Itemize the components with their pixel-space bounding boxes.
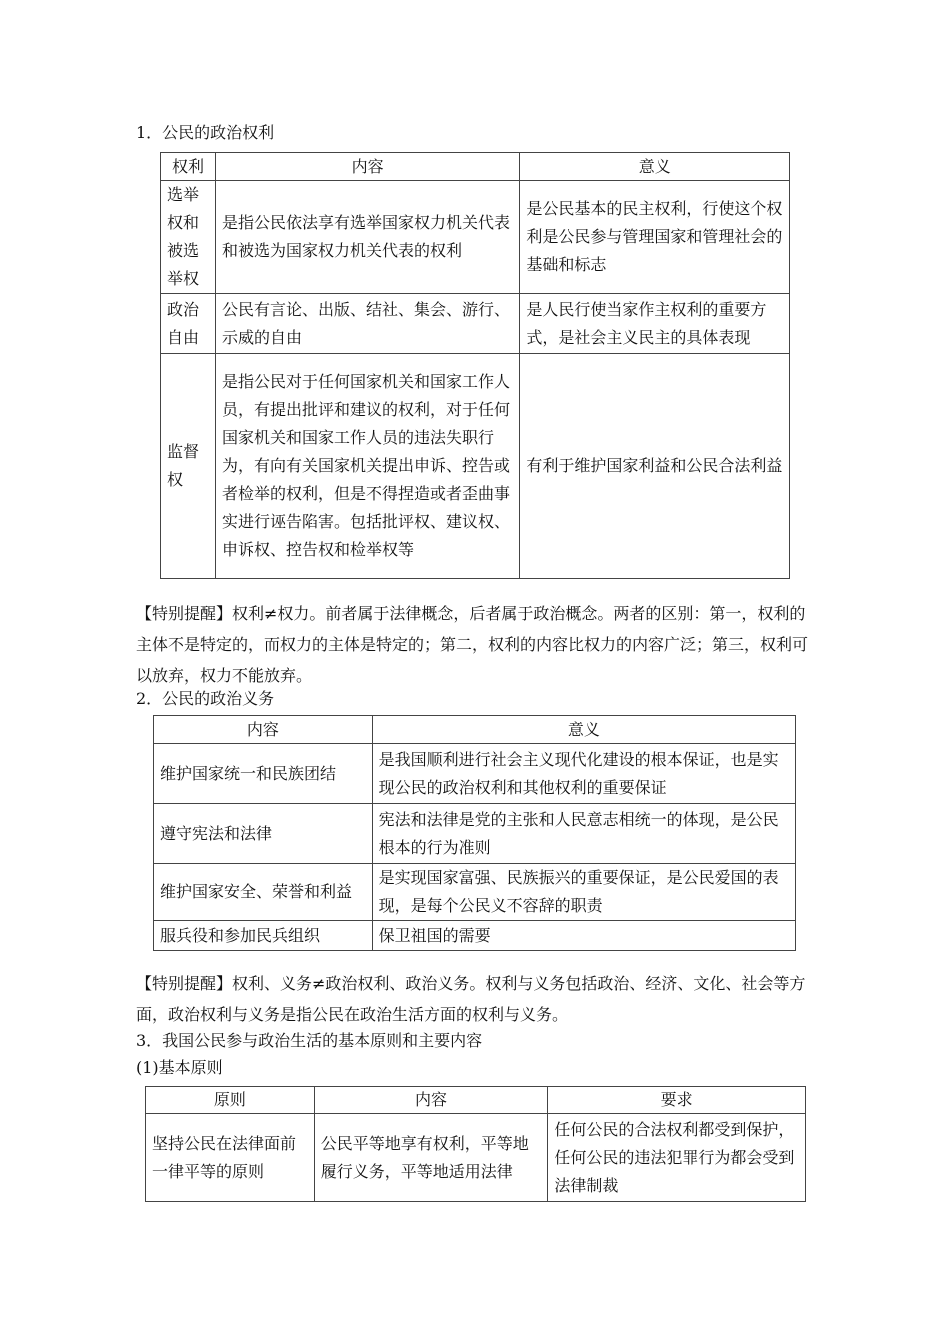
political-rights-table xyxy=(160,152,790,579)
column-header: 内容 xyxy=(215,153,519,181)
table-header-row xyxy=(154,716,796,744)
table-header-row xyxy=(146,1087,806,1114)
section3-heading: 3．我国公民参与政治生活的基本原则和主要内容 xyxy=(136,1031,483,1050)
content-cell: 公民有言论、出版、结社、集会、游行、示威的自由 xyxy=(215,294,519,354)
column-header: 要求 xyxy=(548,1087,806,1114)
table-row xyxy=(154,744,796,804)
table-row xyxy=(146,1114,806,1202)
table-row xyxy=(154,804,796,864)
content-cell: 服兵役和参加民兵组织 xyxy=(154,921,373,951)
meaning-cell: 是我国顺利进行社会主义现代化建设的根本保证，也是实现公民的政治权利和其他权利的重要保证 xyxy=(372,744,795,804)
meaning-cell: 是人民行使当家作主权利的重要方式，是社会主义民主的具体表现 xyxy=(520,294,790,354)
special-reminder-1: 【特别提醒】权利≠权力。前者属于法律概念，后者属于政治概念。两者的区别：第一，权利的主体不是特定的，而权力的主体是特定的；第二，权利的内容比权力的内容广泛；第三，权利可以放弃，权力不能放弃。 xyxy=(136,604,809,685)
column-header: 内容 xyxy=(314,1087,548,1114)
section2-heading: 2．公民的政治义务 xyxy=(136,689,275,708)
column-header: 意义 xyxy=(520,153,790,181)
table-header-row xyxy=(161,153,790,181)
section1-heading: 1．公民的政治权利 xyxy=(136,123,275,142)
column-header: 内容 xyxy=(154,716,373,744)
special-reminder-2: 【特别提醒】权利、义务≠政治权利、政治义务。权利与义务包括政治、经济、文化、社会等方面，政治权利与义务是指公民在政治生活方面的权利与义务。 xyxy=(136,974,806,1024)
meaning-cell: 有利于维护国家利益和公民合法利益 xyxy=(520,354,790,579)
political-duties-table xyxy=(153,715,796,951)
right-cell: 政治自由 xyxy=(161,294,216,354)
table-row xyxy=(154,864,796,921)
right-cell: 选举权和被选举权 xyxy=(161,181,216,294)
table-row xyxy=(161,181,790,294)
principle-cell: 坚持公民在法律面前一律平等的原则 xyxy=(146,1114,315,1202)
table-row xyxy=(154,921,796,951)
meaning-cell: 是实现国家富强、民族振兴的重要保证，是公民爱国的表现，是每个公民义不容辞的职责 xyxy=(372,864,795,921)
table-row xyxy=(161,354,790,579)
column-header: 原则 xyxy=(146,1087,315,1114)
section3-subheading: (1)基本原则 xyxy=(136,1058,223,1077)
basic-principles-table xyxy=(145,1086,806,1202)
right-cell: 监督权 xyxy=(161,354,216,579)
column-header: 意义 xyxy=(372,716,795,744)
content-cell: 维护国家统一和民族团结 xyxy=(154,744,373,804)
content-cell: 是指公民依法享有选举国家权力机关代表和被选为国家权力机关代表的权利 xyxy=(215,181,519,294)
content-cell: 是指公民对于任何国家机关和国家工作人员，有提出批评和建议的权利，对于任何国家机关和国家工作人员的违法失职行为，有向有关国家机关提出申诉、控告或者检举的权利，但是不得捏造或者歪曲事实进行诬告陷害。包括批评权、建议权、申诉权、控告权和检举权等 xyxy=(215,354,519,579)
requirement-cell: 任何公民的合法权利都受到保护，任何公民的违法犯罪行为都会受到法律制裁 xyxy=(548,1114,806,1202)
content-cell: 遵守宪法和法律 xyxy=(154,804,373,864)
table-row xyxy=(161,294,790,354)
meaning-cell: 宪法和法律是党的主张和人民意志相统一的体现，是公民根本的行为准则 xyxy=(372,804,795,864)
content-cell: 公民平等地享有权利，平等地履行义务，平等地适用法律 xyxy=(314,1114,548,1202)
column-header: 权利 xyxy=(161,153,216,181)
content-cell: 维护国家安全、荣誉和利益 xyxy=(154,864,373,921)
meaning-cell: 是公民基本的民主权利，行使这个权利是公民参与管理国家和管理社会的基础和标志 xyxy=(520,181,790,294)
meaning-cell: 保卫祖国的需要 xyxy=(372,921,795,951)
